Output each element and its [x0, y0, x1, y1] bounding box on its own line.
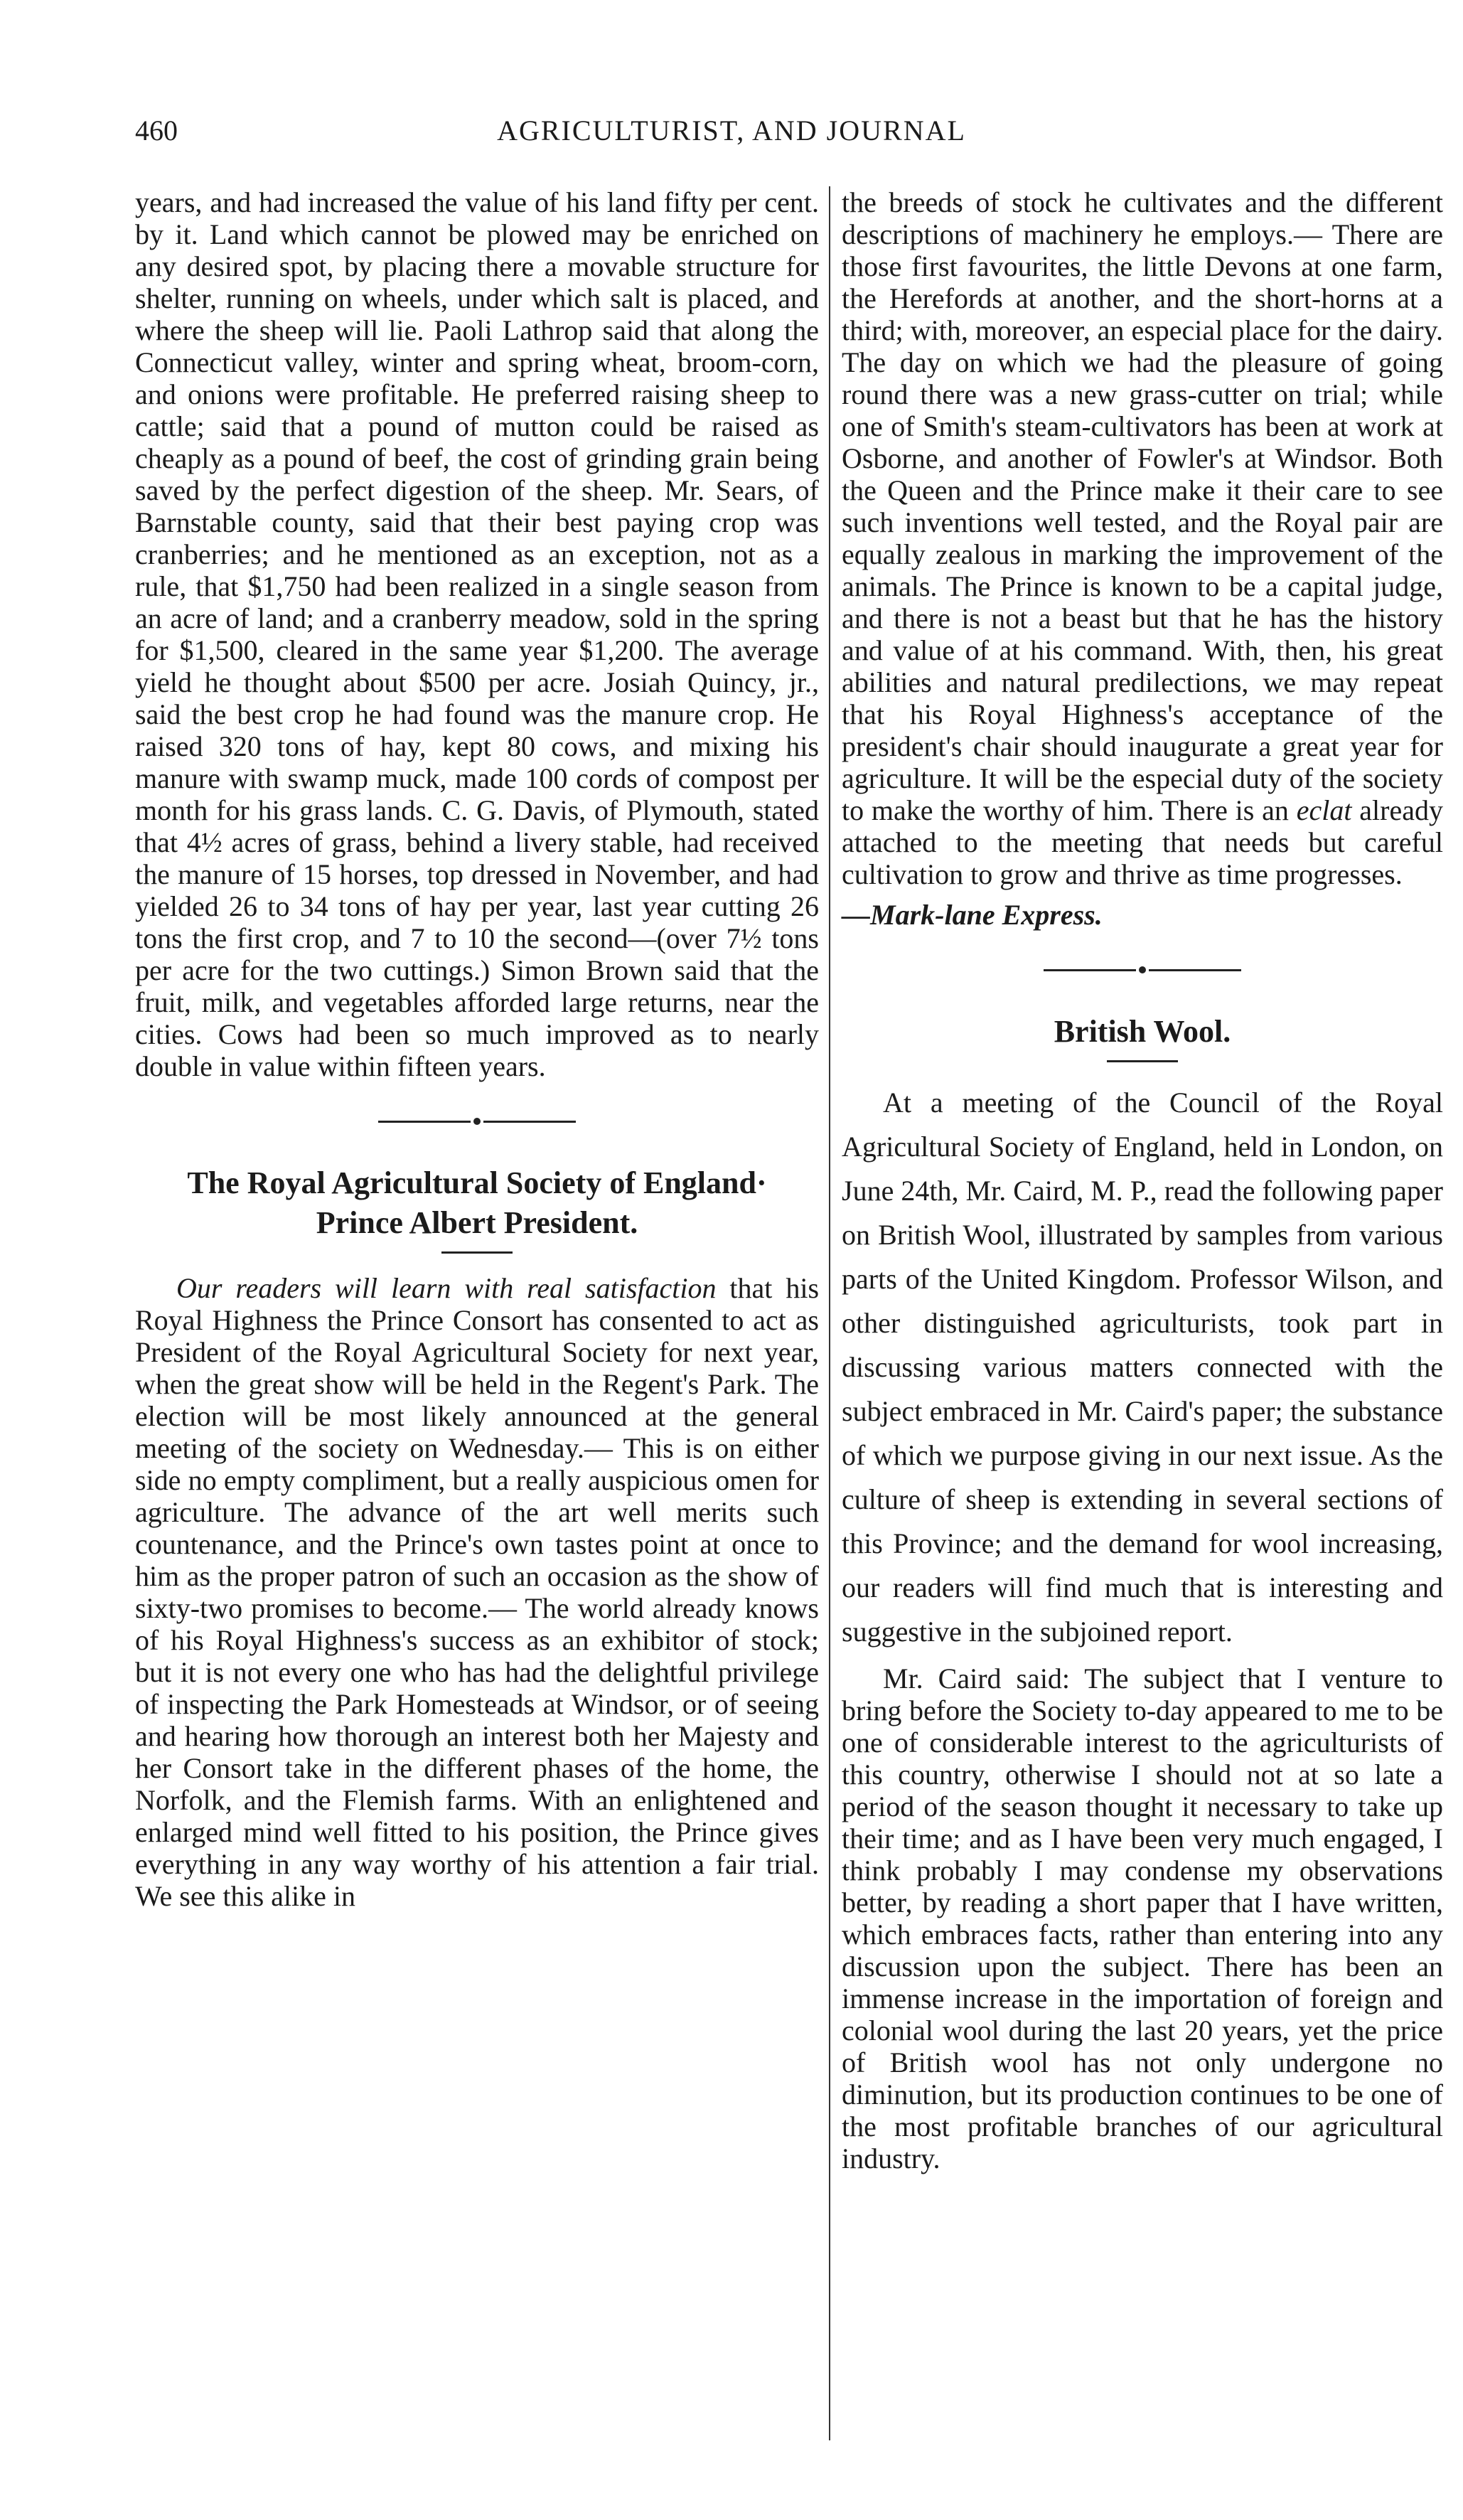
heading-rule: [1107, 1060, 1178, 1062]
article-paragraph: At a meeting of the Council of the Royal Agricultural Society of England, held in London, on June 24th, Mr. Caird, M. P., read the following paper on British Wool, illustrated by samples from various parts of the United Kingdom. Professor Wilson, and other distinguished agriculturists, took part in discussing various matters connected with the subject embraced in Mr. Caird's paper; the substance of which we purpose giving in our next issue. As the culture of sheep is extending in several sections of this Province; and the demand for wool increasing, our readers will find much that is interesting and suggestive in the subjoined report.: [842, 1087, 1443, 1648]
right-column: [842, 186, 1443, 2183]
article-heading: British Wool.: [1054, 1014, 1231, 1049]
article-paragraph: years, and had increased the value of his land fifty per cent. by it. Land which cannot be plowed may be enriched on any desired spot, by placing there a movable structure for shelter, running on wheels, under which salt is placed, and where the sheep will lie. Paoli Lathrop said that along the Connecticut valley, winter and spring wheat, broom-corn, and onions were profitable. He preferred raising sheep to cattle; said that a pound of mutton could be raised as cheaply as a pound of beef, the cost of grinding grain being saved by the perfect digestion of the sheep. Mr. Sears, of Barnstable county, said that their best paying crop was cranberries; and he mentioned as an exception, not as a rule, that $1,750 had been realized in a single season from an acre of land; and a cranberry meadow, sold in the spring for $1,500, cleared in the same year $1,200. The average yield he thought about $500 per acre. Josiah Quincy, jr., said the best crop he had found was the manure crop. He raised 320 tons of hay, kept 80 cows, and mixing his manure with swamp muck, made 100 cords of compost per month for his grass lands. C. G. Davis, of Plymouth, stated that 4½ acres of grass, behind a livery stable, had received the manure of 15 horses, top dressed in November, and had yielded 26 to 34 tons of hay per year, last year cutting 26 tons the first crop, and 7 to 10 the second—(over 7½ tons per acre for the two cuttings.) Simon Brown said that the fruit, milk, and vegetables afforded large returns, near the cities. Cows had been so much improved as to nearly double in value within fifteen years.: [135, 186, 819, 1082]
running-title: AGRICULTURIST, AND JOURNAL: [497, 114, 966, 146]
source-credit-text: —Mark-lane Express.: [842, 899, 1103, 931]
heading-line: The Royal Agricultural Society of England·: [187, 1165, 767, 1200]
page-number: 460: [135, 114, 178, 146]
paragraph-body: the breeds of stock he cultivates and the different descriptions of machinery he employs.— There are those first favourites, the little Devons at one farm, the Herefords at another, and the short-horns at a third; with, moreover, an especial place for the dairy. The day on which we had the pleasure of going round there was a new grass-cutter on trial; while one of Smith's steam-cultivators has been at work at Osborne, and another of Fowler's at Windsor. Both the Queen and the Prince make it their care to see such inventions well tested, and the Royal pair are equally zealous in marking the improvement of the animals. The Prince is known to be a capital judge, and there is not a beast but that he has the history and value of at his command. With, then, his great abilities and natural predilections, we may repeat that his Royal Highness's acceptance of the president's chair should inaugurate a great year for agriculture. It will be the especial duty of the society to make the worthy of him. There is an: [842, 186, 1443, 826]
paragraph-body: that his Royal Highness the Prince Consort has consented to act as President of the Royal Agricultural Society for next year, when the great show will be held in the Regent's Park. The election will be most likely announced at the general meeting of the society on Wednesday.— This is on either side no empty compliment, but a really auspicious omen for agriculture. The advance of the art well merits such countenance, and the Prince's own tastes point at once to him as the proper patron of such an occasion as the show of sixty-two promises to become.— The world already knows of his Royal Highness's success as an exhibitor of stock; but it is not every one who has had the delightful privilege of inspecting the Park Homesteads at Windsor, or of seeing and hearing how thorough an interest both her Majesty and her Consort take in the different phases of the home, the Norfolk, and the Flemish farms. With an enlightened and enlarged mind well fitted to his position, the Prince gives everything in any way worthy of his attention a fair trial. We see this alike in: [135, 1272, 820, 1912]
article-heading: [135, 1163, 819, 1243]
paragraph-body: already attached to the meeting that needs but careful cultivation to grow and thrive as time progresses.: [842, 794, 1443, 890]
article-paragraph: [842, 186, 1443, 890]
left-column: [135, 186, 819, 1921]
lead-in-text: Our readers will learn with real satisfaction: [176, 1272, 717, 1304]
section-separator: [842, 952, 1443, 988]
heading-line: Prince Albert President.: [316, 1205, 638, 1240]
heading-rule: [441, 1251, 513, 1254]
article-paragraph: [135, 1272, 819, 1912]
source-credit: [842, 899, 1443, 931]
article-paragraph: Mr. Caird said: The subject that I venture to bring before the Society to-day appeared to me to be one of considerable interest to the agriculturists of this country, otherwise I should not at so late a period of the season thought it necessary to take up their time; and as I have been very much engaged, I think probably I may condense my observations better, by reading a short paper that I have written, which embraces facts, rather than entering into any discussion upon the subject. There has been an immense increase in the importation of foreign and colonial wool during the last 20 years, yet the price of British wool has not only undergone no diminution, but its production continues to be one of the most profitable branches of our agricultural industry.: [842, 1662, 1443, 2174]
section-separator: [135, 1104, 819, 1139]
eclat-word: eclat: [1296, 794, 1352, 826]
column-divider: [829, 186, 830, 2440]
